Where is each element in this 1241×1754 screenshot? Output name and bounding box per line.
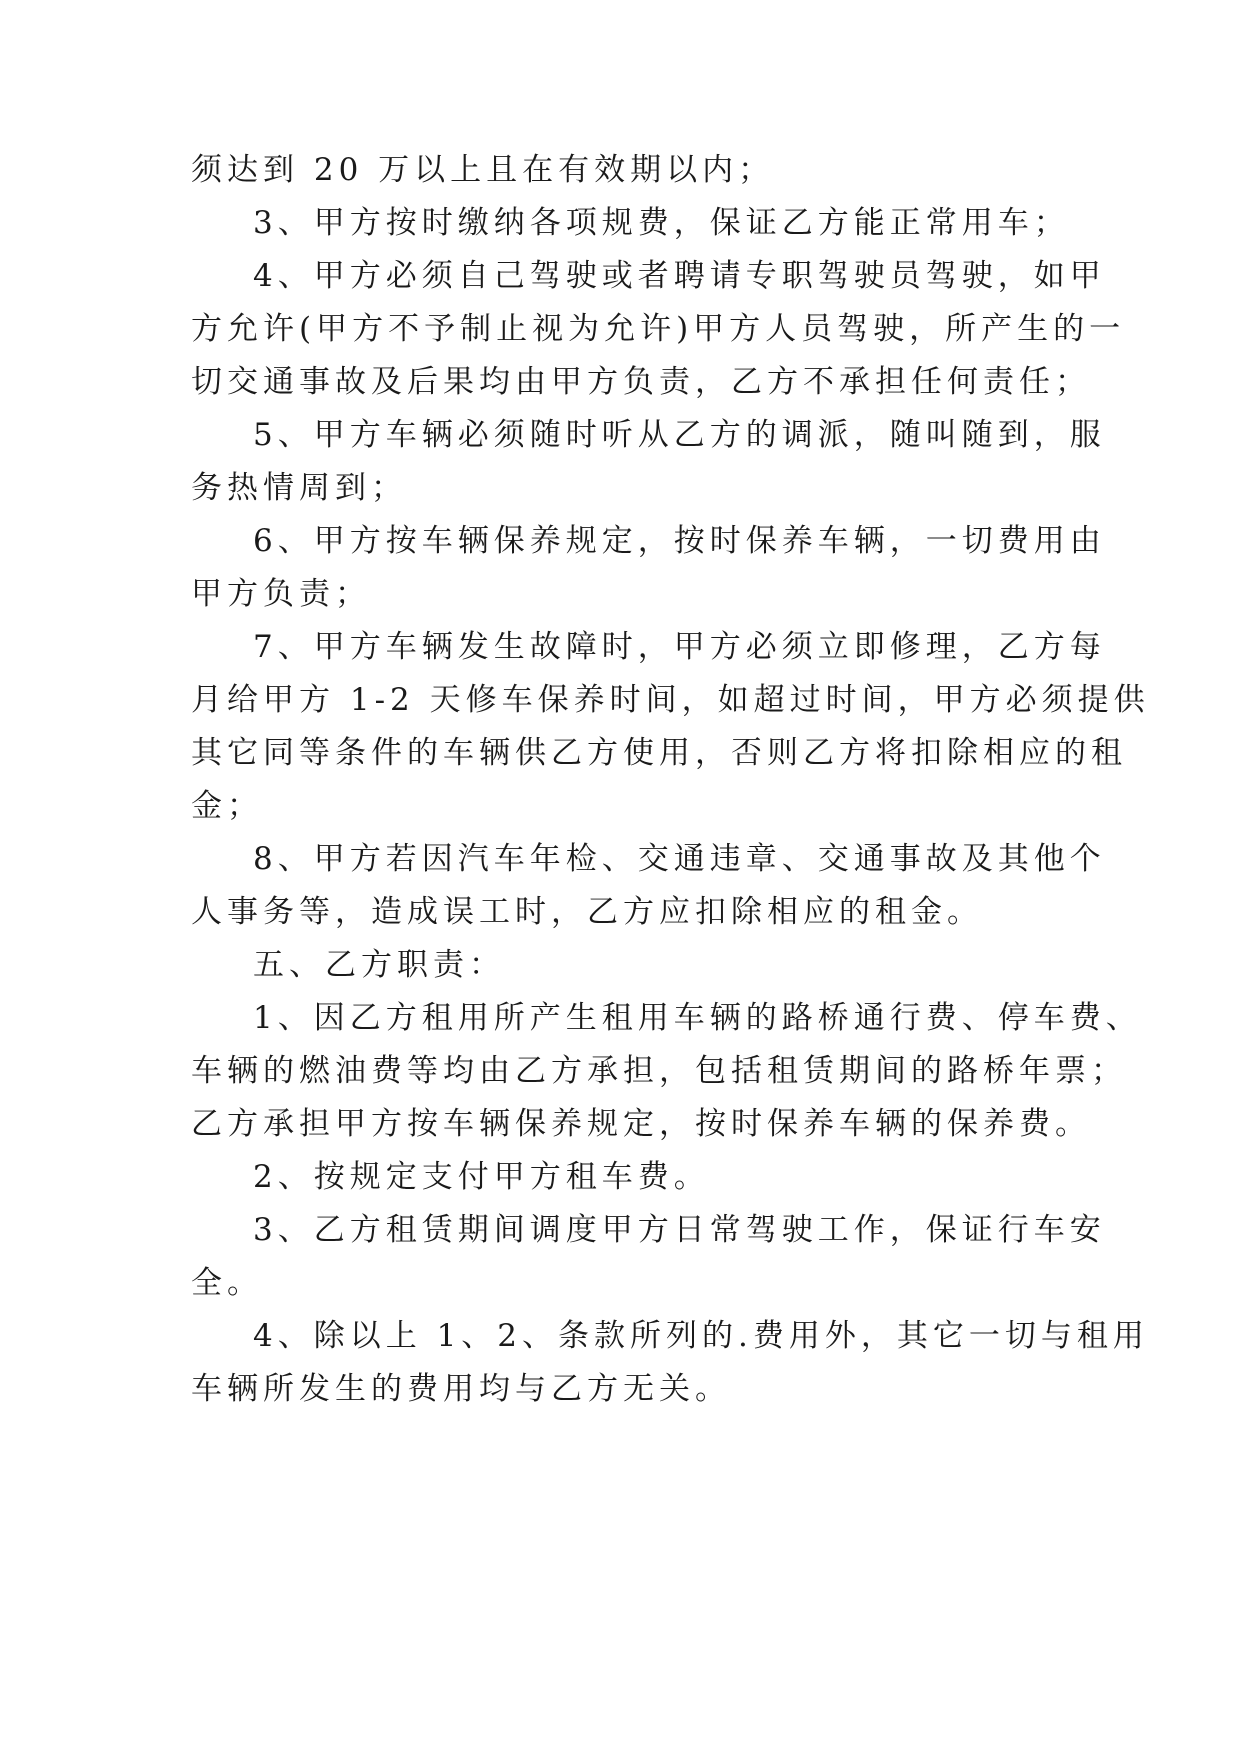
text-line: 4、甲方必须自己驾驶或者聘请专职驾驶员驾驶，如甲 [253, 258, 1106, 294]
text-line: 车辆的燃油费等均由乙方承担，包括租赁期间的路桥年票； [191, 1053, 1127, 1089]
text-line: 方允许(甲方不予制止视为允许)甲方人员驾驶，所产生的一 [191, 311, 1126, 347]
text-line: 全。 [191, 1265, 263, 1301]
text-line: 2、按规定支付甲方租车费。 [253, 1159, 710, 1195]
text-line: 3、甲方按时缴纳各项规费，保证乙方能正常用车； [253, 205, 1070, 241]
text-line: 其它同等条件的车辆供乙方使用，否则乙方将扣除相应的租 [191, 735, 1127, 771]
text-line: 务热情周到； [191, 470, 407, 506]
text-line: 人事务等，造成误工时，乙方应扣除相应的租金。 [191, 894, 983, 930]
text-line: 金； [191, 788, 263, 824]
text-line: 3、乙方租赁期间调度甲方日常驾驶工作，保证行车安 [253, 1212, 1106, 1248]
text-line: 甲方负责； [191, 576, 371, 612]
text-line: 8、甲方若因汽车年检、交通违章、交通事故及其他个 [253, 841, 1106, 877]
text-line: 切交通事故及后果均由甲方负责，乙方不承担任何责任； [191, 364, 1091, 400]
text-line: 6、甲方按车辆保养规定，按时保养车辆，一切费用由 [253, 523, 1106, 559]
text-line: 车辆所发生的费用均与乙方无关。 [191, 1371, 731, 1407]
text-line: 1、因乙方租用所产生租用车辆的路桥通行费、停车费、 [253, 1000, 1142, 1036]
text-line: 月给甲方 1-2 天修车保养时间，如超过时间，甲方必须提供 [191, 682, 1150, 718]
text-line: 乙方承担甲方按车辆保养规定，按时保养车辆的保养费。 [191, 1106, 1091, 1142]
text-line: 5、甲方车辆必须随时听从乙方的调派，随叫随到，服 [253, 417, 1106, 453]
text-line: 4、除以上 1、2、条款所列的.费用外，其它一切与租用 [253, 1318, 1149, 1354]
text-line: 7、甲方车辆发生故障时，甲方必须立即修理，乙方每 [253, 629, 1106, 665]
section-heading: 五、乙方职责： [253, 947, 505, 983]
text-line: 须达到 20 万以上且在有效期以内； [191, 152, 775, 188]
